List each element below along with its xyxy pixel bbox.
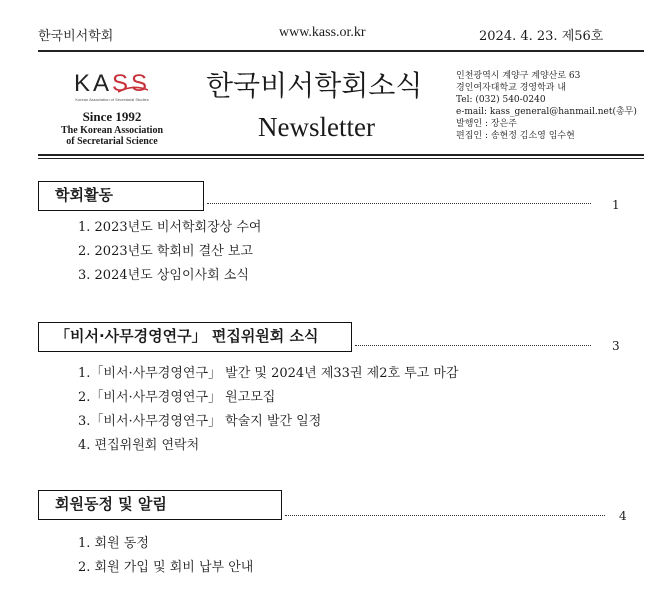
org-name-header: 한국비서학회 — [38, 29, 114, 44]
toc-item[interactable]: 1. 회원 동정 — [78, 536, 149, 551]
newsletter-title-english: Newsletter — [258, 112, 375, 142]
section-heading-activities[interactable]: 학회활동 — [38, 181, 204, 211]
toc-item[interactable]: 2.「비서·사무경영연구」 원고모집 — [78, 390, 276, 405]
editors: 편집인 : 송현정 김소영 임수현 — [456, 131, 575, 141]
toc-leader — [285, 515, 605, 516]
phone: Tel: (032) 540-0240 — [456, 95, 546, 105]
toc-leader — [355, 345, 591, 346]
toc-item[interactable]: 4. 편집위원회 연락처 — [78, 438, 200, 453]
masthead-rule-thick — [38, 154, 644, 156]
logo-wordmark: KASS — [73, 70, 151, 97]
toc-leader — [207, 203, 591, 204]
page-number: 1 — [612, 198, 620, 212]
website-url[interactable]: www.kass.or.kr — [279, 25, 366, 40]
toc-item[interactable]: 1. 2023년도 비서학회장상 수여 — [78, 220, 262, 235]
kass-logo — [52, 72, 172, 147]
page-number: 3 — [612, 339, 620, 353]
toc-item[interactable]: 3. 2024년도 상임이사회 소식 — [78, 268, 249, 283]
address-line-2: 경인여자대학교 경영학과 내 — [456, 83, 567, 93]
issue-date: 2024. 4. 23. 제56호 — [479, 29, 604, 44]
logo-swoosh-icon — [118, 86, 148, 94]
logo-subtitle: Korean Association of Secretarial Studies — [75, 97, 149, 102]
section-heading-editorial[interactable]: 「비서·사무경영연구」 편집위원회 소식 — [38, 322, 352, 352]
toc-item[interactable]: 2. 회원 가입 및 회비 납부 안내 — [78, 560, 254, 575]
header-rule — [38, 50, 644, 52]
section-items-editorial — [78, 362, 459, 458]
section-heading-members[interactable]: 회원동정 및 알림 — [38, 490, 282, 520]
masthead-rule-thin — [38, 158, 644, 159]
assoc-name-2: of Secretarial Science — [66, 136, 158, 147]
assoc-name-1: The Korean Association — [60, 125, 164, 136]
toc-item[interactable]: 1.「비서·사무경영연구」 발간 및 2024년 제33권 제2호 투고 마감 — [78, 366, 459, 381]
section-items-activities — [78, 216, 261, 288]
publisher: 발행인 : 장은주 — [456, 119, 517, 129]
address-line-1: 인천광역시 계양구 계양산로 63 — [456, 71, 581, 81]
contact-info — [456, 70, 637, 142]
page-number: 4 — [619, 509, 627, 523]
since-year: Since 1992 — [82, 109, 142, 124]
newsletter-title-korean: 한국비서학회소식 — [206, 69, 423, 102]
toc-item[interactable]: 3.「비서·사무경영연구」 학술지 발간 일정 — [78, 414, 322, 429]
email[interactable]: e-mail: kass_general@hanmail.net(총무) — [456, 107, 637, 117]
toc-item[interactable]: 2. 2023년도 학회비 결산 보고 — [78, 244, 254, 259]
section-items-members — [78, 532, 253, 580]
